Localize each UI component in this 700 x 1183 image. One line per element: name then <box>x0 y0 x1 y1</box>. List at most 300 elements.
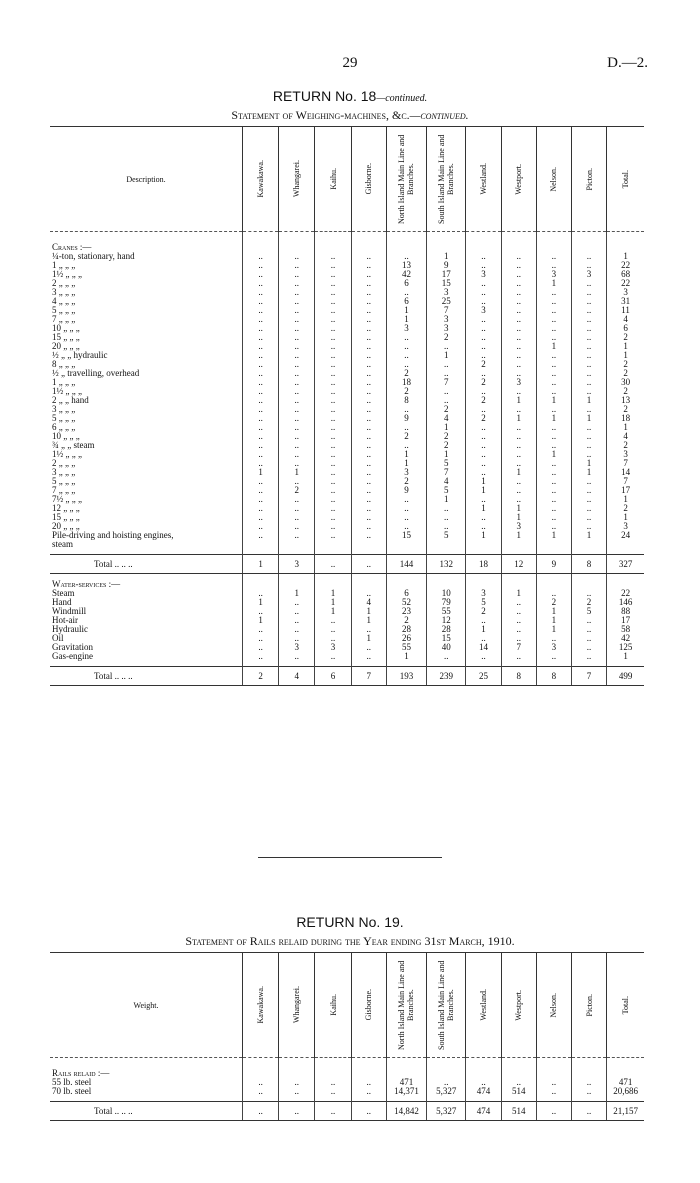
column-header-label: Total. <box>621 995 631 1015</box>
cell-value: 18 <box>607 414 644 423</box>
cell-value: 52 <box>386 598 426 607</box>
cell-value: 1 <box>466 531 501 540</box>
cell-value: .. <box>351 297 386 306</box>
cell-value: .. <box>315 261 351 270</box>
cell-value: .. <box>279 423 315 432</box>
cell-value: .. <box>351 468 386 477</box>
cell-value: .. <box>242 324 278 333</box>
cell-value <box>427 237 466 252</box>
cell-value: .. <box>351 387 386 396</box>
cell-value: .. <box>279 306 315 315</box>
row-label: 6 „ „ „ <box>52 423 76 432</box>
cell-value: .. <box>351 261 386 270</box>
row-label: 55 lb. steel <box>52 1078 92 1087</box>
cell-value: .. <box>279 288 315 297</box>
cell-value: .. <box>351 504 386 513</box>
column-header <box>466 953 501 1058</box>
cell-value: .. <box>315 333 351 342</box>
cell-value: 88 <box>607 607 644 616</box>
cell-value: .. <box>351 1102 386 1121</box>
cell-value: .. <box>536 306 571 315</box>
cell-value: .. <box>315 513 351 522</box>
cell-value: .. <box>315 1078 351 1087</box>
weighing-machines-table <box>50 126 644 686</box>
cell-value: 7 <box>607 459 644 468</box>
cell-value: .. <box>315 369 351 378</box>
cell-value: .. <box>315 414 351 423</box>
cell-value: 7 <box>427 468 466 477</box>
cell-value: 18 <box>386 378 426 387</box>
cell-value: .. <box>571 486 606 495</box>
table-row <box>50 652 644 661</box>
cell-value: 1 <box>571 468 606 477</box>
cell-value: .. <box>536 432 571 441</box>
cell-value: 2 <box>386 387 426 396</box>
cell-value: 1 <box>501 531 536 540</box>
cell-value: 1 <box>607 652 644 661</box>
cell-value: .. <box>242 432 278 441</box>
cell-value <box>607 237 644 252</box>
cell-value: 7 <box>427 306 466 315</box>
column-header-label: Weight. <box>133 1000 159 1010</box>
cell-value: 3 <box>501 378 536 387</box>
cell-value: .. <box>351 396 386 405</box>
column-header <box>501 953 536 1058</box>
column-header-label: Nelson. <box>549 166 559 192</box>
cell-value: .. <box>466 369 501 378</box>
cell-value: .. <box>315 652 351 661</box>
cell-value: .. <box>279 598 315 607</box>
cell-value: .. <box>279 1102 315 1121</box>
column-header-label: Whangarei. <box>292 986 302 1024</box>
cell-value: 1 <box>315 607 351 616</box>
cell-value: 2 <box>386 616 426 625</box>
cell-value <box>536 540 571 549</box>
column-header-label: Whangarei. <box>292 160 302 198</box>
cell-value: 2 <box>386 477 426 486</box>
cell-value: 18 <box>466 555 501 574</box>
cell-value: .. <box>501 441 536 450</box>
cell-value: .. <box>279 459 315 468</box>
row-label: Hydraulic <box>52 625 88 634</box>
cell-value: .. <box>315 495 351 504</box>
column-header <box>427 953 466 1058</box>
column-header <box>351 127 386 232</box>
column-header-label: Westland. <box>479 989 489 1021</box>
cell-value: 474 <box>466 1087 501 1096</box>
cell-value: .. <box>386 360 426 369</box>
cell-value: 5 <box>427 531 466 540</box>
cell-value: 1 <box>427 351 466 360</box>
cell-value: .. <box>242 423 278 432</box>
cell-value: .. <box>501 288 536 297</box>
cell-value: .. <box>571 522 606 531</box>
cell-value <box>466 1063 501 1078</box>
cell-value: .. <box>279 625 315 634</box>
total-row <box>50 667 644 686</box>
row-label: 3 „ „ „ <box>52 468 76 477</box>
row-label: ½ „ „ hydraulic <box>52 351 108 360</box>
cell-value: .. <box>571 504 606 513</box>
cell-value: .. <box>315 306 351 315</box>
cell-value: 239 <box>427 667 466 686</box>
cell-value: 10 <box>427 589 466 598</box>
return18-title <box>0 88 700 104</box>
cell-value: .. <box>466 423 501 432</box>
cell-value: .. <box>279 616 315 625</box>
cell-value: 4 <box>607 315 644 324</box>
cell-value: 28 <box>427 625 466 634</box>
cell-value: .. <box>279 360 315 369</box>
row-label: Steam <box>52 589 75 598</box>
row-label: 1½ „ „ „ <box>52 450 82 459</box>
cell-value: 2 <box>466 396 501 405</box>
table-row <box>50 540 644 549</box>
cell-value: .. <box>242 1087 278 1096</box>
cell-value: 514 <box>501 1087 536 1096</box>
cell-value: 55 <box>427 607 466 616</box>
cell-value: 17 <box>607 616 644 625</box>
cell-value: .. <box>571 643 606 652</box>
cell-value: 2 <box>427 432 466 441</box>
rails-relaid-table-body <box>50 1058 644 1121</box>
cell-value: .. <box>571 288 606 297</box>
cell-value: .. <box>315 396 351 405</box>
cell-value: 2 <box>386 432 426 441</box>
cell-value: 1 <box>571 414 606 423</box>
cell-value: 2 <box>607 387 644 396</box>
cell-value: .. <box>501 360 536 369</box>
cell-value <box>279 1063 315 1078</box>
cell-value: .. <box>466 351 501 360</box>
cell-value: .. <box>571 513 606 522</box>
cell-value: .. <box>571 369 606 378</box>
return18-title-continued: —continued. <box>376 93 428 104</box>
cell-value: .. <box>351 405 386 414</box>
rails-relaid-table <box>50 952 644 1121</box>
cell-value: .. <box>315 616 351 625</box>
cell-value: .. <box>466 297 501 306</box>
cell-value: .. <box>571 1102 606 1121</box>
cell-value: .. <box>501 351 536 360</box>
cell-value: 1 <box>501 589 536 598</box>
column-header-label: Kawakawa. <box>256 986 266 1024</box>
cell-value: .. <box>242 279 278 288</box>
table-row <box>50 237 644 252</box>
cell-value: 8 <box>571 555 606 574</box>
cell-value: .. <box>466 324 501 333</box>
cell-value: .. <box>242 360 278 369</box>
cell-value: .. <box>242 414 278 423</box>
total-row <box>50 1102 644 1121</box>
cell-value: .. <box>466 634 501 643</box>
row-label: 1 „ „ „ <box>52 378 76 387</box>
cell-value: 3 <box>466 270 501 279</box>
cell-value: 1 <box>427 423 466 432</box>
cell-value: .. <box>466 279 501 288</box>
cell-value: 1 <box>466 486 501 495</box>
row-label: 20 „ „ „ <box>52 522 80 531</box>
row-label: 7½ „ „ „ <box>52 495 82 504</box>
cell-value: .. <box>571 634 606 643</box>
cell-value: 1 <box>386 459 426 468</box>
row-label: 2 „ „ „ <box>52 279 76 288</box>
cell-value: 13 <box>386 261 426 270</box>
cell-value: .. <box>536 1102 571 1121</box>
cell-value: 2 <box>242 667 278 686</box>
cell-value: 2 <box>466 378 501 387</box>
row-label: Pile-driving and hoisting engines, <box>52 531 174 540</box>
cell-value: .. <box>386 342 426 351</box>
cell-value: 125 <box>607 643 644 652</box>
cell-value: .. <box>242 315 278 324</box>
cell-value: 3 <box>607 522 644 531</box>
cell-value: .. <box>242 495 278 504</box>
cell-value: 1 <box>315 589 351 598</box>
cell-value: 3 <box>607 450 644 459</box>
cell-value: 5 <box>571 607 606 616</box>
cell-value: .. <box>536 477 571 486</box>
cell-value: .. <box>466 432 501 441</box>
row-label: Water-services :— <box>52 579 121 589</box>
return18-subtitle-continued: —continued. <box>409 108 469 122</box>
cell-value: 55 <box>386 643 426 652</box>
cell-value: .. <box>351 369 386 378</box>
cell-value: .. <box>242 270 278 279</box>
table-row <box>50 1063 644 1078</box>
cell-value: .. <box>351 459 386 468</box>
return18-title-main: RETURN No. 18 <box>272 88 377 104</box>
cell-value: .. <box>571 315 606 324</box>
column-header-label: Westland. <box>479 163 489 195</box>
cell-value <box>242 540 278 549</box>
cell-value: 26 <box>386 634 426 643</box>
cell-value: 1 <box>386 306 426 315</box>
cell-value: .. <box>351 513 386 522</box>
row-label: Gravitation <box>52 643 93 652</box>
cell-value: .. <box>427 342 466 351</box>
cell-value <box>386 1063 426 1078</box>
cell-value: 146 <box>607 598 644 607</box>
cell-value: .. <box>351 495 386 504</box>
cell-value: .. <box>315 531 351 540</box>
cell-value: .. <box>351 351 386 360</box>
cell-value: .. <box>315 468 351 477</box>
cell-value: 42 <box>386 270 426 279</box>
cell-value: .. <box>242 450 278 459</box>
cell-value: .. <box>279 414 315 423</box>
cell-value: 1 <box>571 396 606 405</box>
row-label: 15 „ „ „ <box>52 333 80 342</box>
cell-value: 6 <box>386 297 426 306</box>
cell-value: .. <box>242 369 278 378</box>
cell-value: .. <box>501 297 536 306</box>
cell-value: .. <box>351 360 386 369</box>
cell-value: 2 <box>466 414 501 423</box>
column-header-label: Gisborne. <box>364 163 374 195</box>
cell-value <box>571 1063 606 1078</box>
cell-value: 6 <box>315 667 351 686</box>
cell-value: 14,842 <box>386 1102 426 1121</box>
cell-value: .. <box>386 333 426 342</box>
cell-value: .. <box>279 652 315 661</box>
cell-value: 1 <box>536 414 571 423</box>
cell-value: .. <box>351 477 386 486</box>
cell-value: .. <box>351 1087 386 1096</box>
cell-value: .. <box>279 333 315 342</box>
cell-value: .. <box>351 589 386 598</box>
column-header-label: Total. <box>621 169 631 189</box>
cell-value: .. <box>501 1078 536 1087</box>
cell-value: 1 <box>427 495 466 504</box>
table-row <box>50 574 644 590</box>
cell-value: 22 <box>607 279 644 288</box>
cell-value: .. <box>351 1078 386 1087</box>
cell-value: 12 <box>501 555 536 574</box>
cell-value: .. <box>536 522 571 531</box>
cell-value: .. <box>466 468 501 477</box>
cell-value: .. <box>315 522 351 531</box>
cell-value: .. <box>351 555 386 574</box>
cell-value: 5,327 <box>427 1102 466 1121</box>
cell-value: .. <box>315 297 351 306</box>
cell-value: .. <box>536 423 571 432</box>
cell-value: 1 <box>536 450 571 459</box>
cell-value: 2 <box>607 405 644 414</box>
cell-value: 2 <box>607 333 644 342</box>
cell-value: .. <box>386 405 426 414</box>
cell-value: .. <box>315 351 351 360</box>
cell-value: 3 <box>427 288 466 297</box>
cell-value: .. <box>536 459 571 468</box>
cell-value <box>536 1063 571 1078</box>
document-code: D.—2. <box>607 55 648 71</box>
column-header-label: Description. <box>126 174 166 184</box>
cell-value: 6 <box>386 589 426 598</box>
cell-value: .. <box>571 405 606 414</box>
row-label: 3 „ „ „ <box>52 288 76 297</box>
cell-value: .. <box>279 279 315 288</box>
cell-value: .. <box>242 643 278 652</box>
cell-value: .. <box>466 315 501 324</box>
cell-value: 2 <box>427 333 466 342</box>
table-row <box>50 1087 644 1096</box>
column-header <box>50 127 242 232</box>
cell-value: .. <box>242 306 278 315</box>
cell-value: .. <box>571 652 606 661</box>
cell-value: .. <box>466 1078 501 1087</box>
cell-value: 471 <box>607 1078 644 1087</box>
row-label: Hot-air <box>52 616 78 625</box>
cell-value: .. <box>242 652 278 661</box>
cell-value: .. <box>501 423 536 432</box>
row-label: ¾ „ „ steam <box>52 441 95 450</box>
row-label: Rails relaid :— <box>52 1068 110 1078</box>
column-header <box>607 127 644 232</box>
cell-value: 1 <box>386 652 426 661</box>
cell-value: 3 <box>315 643 351 652</box>
table-row <box>50 531 644 540</box>
cell-value: .. <box>427 513 466 522</box>
cell-value: 8 <box>536 667 571 686</box>
cell-value: .. <box>571 477 606 486</box>
cell-value: .. <box>571 1087 606 1096</box>
cell-value: 1 <box>501 504 536 513</box>
row-label: 5 „ „ „ <box>52 306 76 315</box>
cell-value: .. <box>351 324 386 333</box>
cell-value: .. <box>242 297 278 306</box>
cell-value: 2 <box>386 369 426 378</box>
cell-value: 1 <box>386 450 426 459</box>
cell-value: 327 <box>607 555 644 574</box>
cell-value: 514 <box>501 1102 536 1121</box>
cell-value: .. <box>536 652 571 661</box>
cell-value: .. <box>427 504 466 513</box>
cell-value: .. <box>242 252 278 261</box>
cell-value: .. <box>351 306 386 315</box>
cell-value: .. <box>427 522 466 531</box>
cell-value: 1 <box>242 616 278 625</box>
return18-subtitle-main: Statement of Weighing-machines, &c. <box>231 108 410 122</box>
cell-value: .. <box>351 288 386 297</box>
cell-value: .. <box>279 477 315 486</box>
column-header-label: Nelson. <box>549 992 559 1018</box>
cell-value: .. <box>386 351 426 360</box>
column-header-label: Westport. <box>514 163 524 195</box>
cell-value <box>279 540 315 549</box>
cell-value: .. <box>351 342 386 351</box>
cell-value: .. <box>571 351 606 360</box>
column-header <box>279 953 315 1058</box>
cell-value: .. <box>536 634 571 643</box>
column-header-label: North Island Main Line and Branches. <box>397 134 416 224</box>
row-label: 10 „ „ „ <box>52 324 80 333</box>
cell-value: .. <box>501 333 536 342</box>
cell-value: 15 <box>427 279 466 288</box>
cell-value: 1 <box>386 315 426 324</box>
cell-value: .. <box>242 1102 278 1121</box>
cell-value: 1 <box>466 477 501 486</box>
column-header <box>279 127 315 232</box>
cell-value: .. <box>466 441 501 450</box>
cell-value: .. <box>571 423 606 432</box>
cell-value: .. <box>315 279 351 288</box>
row-label: 15 „ „ „ <box>52 513 80 522</box>
cell-value: 4 <box>607 432 644 441</box>
row-label: Windmill <box>52 607 87 616</box>
cell-value: 23 <box>386 607 426 616</box>
weighing-machines-table-body <box>50 232 644 686</box>
cell-value: .. <box>279 522 315 531</box>
cell-value: .. <box>571 279 606 288</box>
cell-value: .. <box>536 369 571 378</box>
column-header-label: North Island Main Line and Branches. <box>397 960 416 1050</box>
cell-value: 1 <box>536 531 571 540</box>
cell-value: .. <box>501 387 536 396</box>
cell-value: 6 <box>607 324 644 333</box>
cell-value <box>427 1063 466 1078</box>
cell-value: 1 <box>279 468 315 477</box>
cell-value: .. <box>351 432 386 441</box>
row-label: 20 „ „ „ <box>52 342 80 351</box>
cell-value <box>315 540 351 549</box>
cell-value: 68 <box>607 270 644 279</box>
cell-value: .. <box>386 504 426 513</box>
cell-value: .. <box>315 315 351 324</box>
cell-value: .. <box>536 589 571 598</box>
cell-value: .. <box>279 607 315 616</box>
cell-value: .. <box>279 252 315 261</box>
